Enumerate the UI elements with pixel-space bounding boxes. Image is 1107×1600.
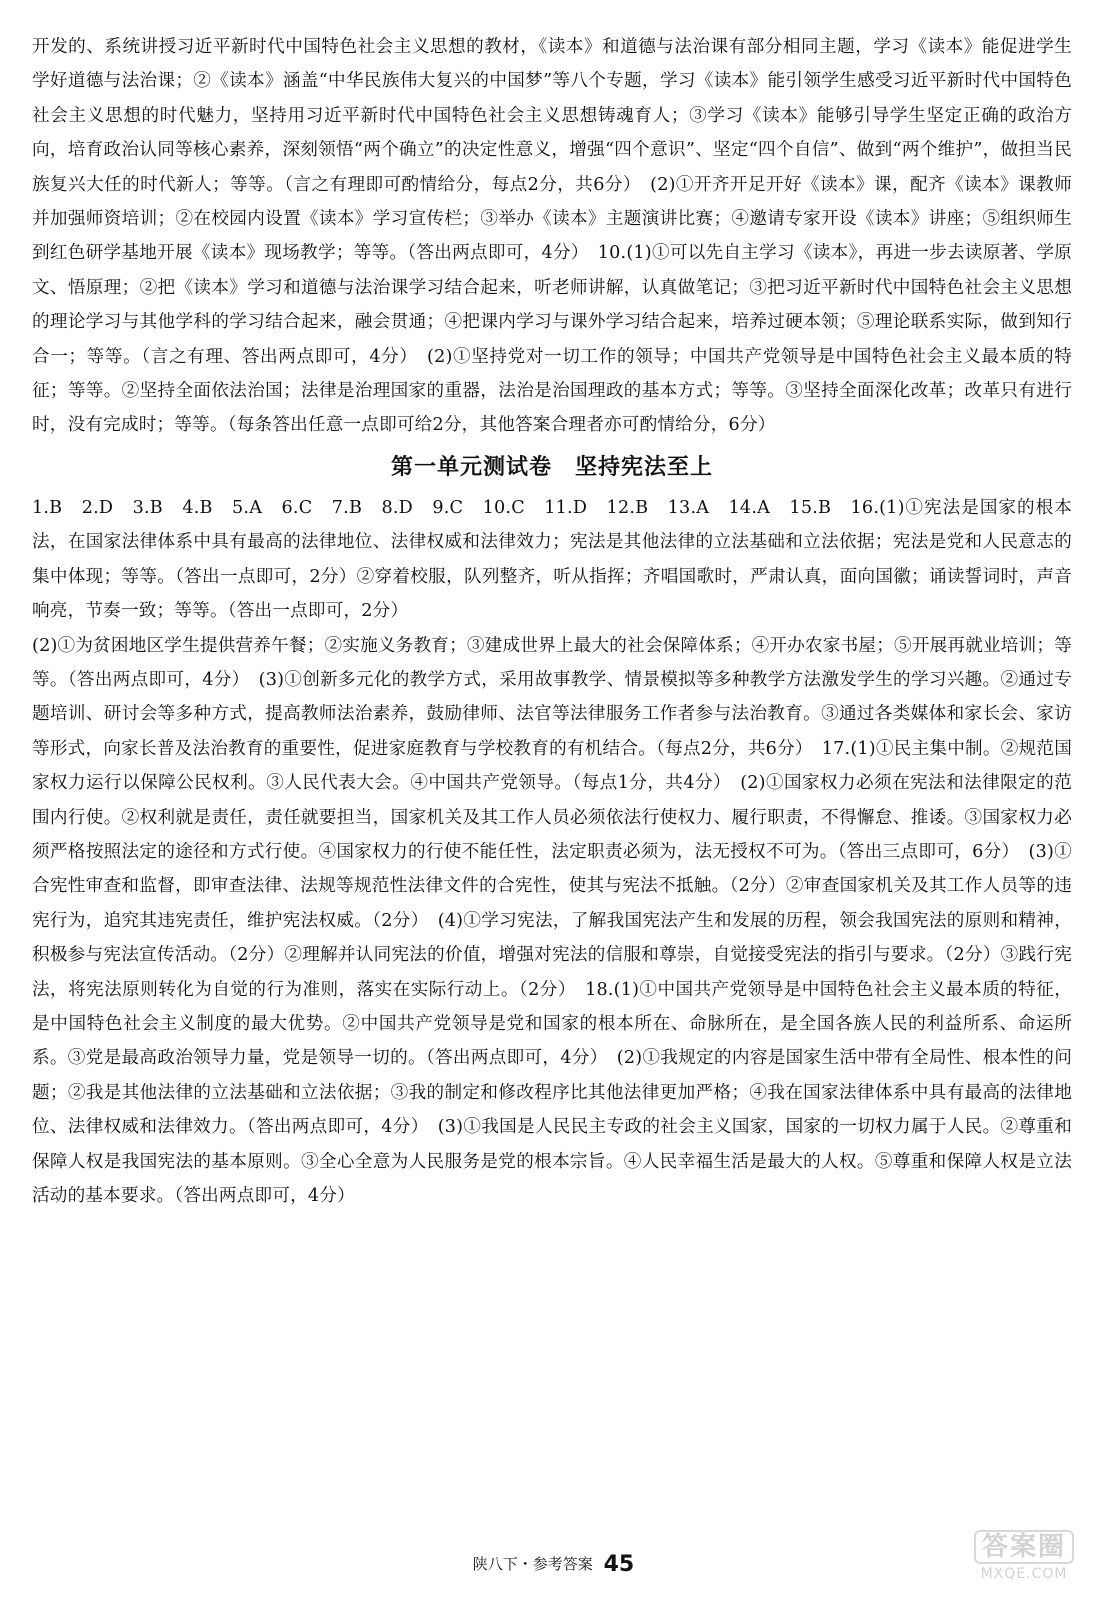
section-title: 第一单元测试卷 坚持宪法至上 bbox=[390, 454, 713, 480]
answer-paragraph-2: (2)①为贫困地区学生提供营养午餐；②实施义务教育；③建成世界上最大的社会保障体系；④开办农家书屋；⑤开展再就业培训；等等。（答出两点即可，4分） (3)①创新多元化的教学方式，采用故事教学、情景模拟等多种教学方法激发学生的学习兴趣。②通过专题培训、研讨会等多种方式，提高教师法治素养，鼓励律师、法官等法律服务工作者参与法治教育。③通过各类媒体和家长会、家访等形式，向家长普及法治教育的重要性，促进家庭教育与学校教育的有机结合。（每点2分，共6分） 17.(1)①民主集中制。②规范国家权力运行以保障公民权利。③人民代表大会。④中国共产党领导。（每点1分，共4分） (2)①国家权力必须在宪法和法律限定的范围内行使。②权利就是责任，责任就要担当，国家机关及其工作人员必须依法行使权力、履行职责，不得懈怠、推诿。③国家权力必须严格按照法定的途径和方式行使。④国家权力的行使不能任性，法定职责必须为，法无授权不可为。（答出三点即可，6分） (3)①合宪性审查和监督，即审查法律、法规等规范性法律文件的合宪性，使其与宪法不抵触。（2分）②审查国家机关及其工作人员等的违宪行为，追究其违宪责任，维护宪法权威。（2分） (4)①学习宪法，了解我国宪法产生和发展的历程，领会我国宪法的原则和精神，积极参与宪法宣传活动。（2分）②理解并认同宪法的价值，增强对宪法的信服和尊崇，自觉接受宪法的指引与要求。（2分）③践行宪法，将宪法原则转化为自觉的行为准则，落实在实际行动上。（2分） 18.(1)①中国共产党领导是中国特色社会主义最本质的特征，是中国特色社会主义制度的最大优势。②中国共产党领导是党和国家的根本所在、命脉所在，是全国各族人民的利益所系、命运所系。③党是最高政治领导力量，党是领导一切的。（答出两点即可，4分） (2)①我规定的内容是国家生活中带有全局性、根本性的问题；②我是其他法律的立法基础和立法依据；③我的制定和修改程序比其他法律更加严格；④我在国家法律体系中具有最高的法律地位、法律权威和法律效力。（答出两点即可，4分） (3)①我国是人民民主专政的社会主义国家，国家的一切权力属于人民。②尊重和保障人权是我国宪法的基本原则。③全心全意为人民服务是党的根本宗旨。④人民幸福生活是最大的人权。⑤尊重和保障人权是立法活动的基本要求。（答出两点即可，4分） bbox=[32, 635, 1072, 1206]
answer-paragraph-1: 开发的、系统讲授习近平新时代中国特色社会主义思想的教材，《读本》和道德与法治课有部分相同主题，学习《读本》能促进学生学好道德与法治课；②《读本》涵盖“中华民族伟大复兴的中国梦”等八个专题，学习《读本》能引领学生感受习近平新时代中国特色社会主义思想的时代魅力，坚持用习近平新时代中国特色社会主义思想铸魂育人；③学习《读本》能够引导学生坚定正确的政治方向，培育政治认同等核心素养，深刻领悟“两个确立”的决定性意义，增强“四个意识”、坚定“四个自信”、做到“两个维护”，做担当民族复兴大任的时代新人；等等。（言之有理即可酌情给分，每点2分，共6分） (2)①开齐开足开好《读本》课，配齐《读本》课教师并加强师资培训；②在校园内设置《读本》学习宣传栏；③举办《读本》主题演讲比赛；④邀请专家开设《读本》讲座；⑤组织师生到红色研学基地开展《读本》现场教学；等等。（答出两点即可，4分） 10.(1)①可以先自主学习《读本》，再进一步去读原著、学原文、悟原理；②把《读本》学习和道德与法治课学习结合起来，听老师讲解，认真做笔记；③把习近平新时代中国特色社会主义思想的理论学习与其他学科的学习结合起来，融会贯通；④把课内学习与课外学习结合起来，培养过硬本领；⑤理论联系实际，做到知行合一；等等。（言之有理、答出两点即可，4分） (2)①坚持党对一切工作的领导；中国共产党领导是中国特色社会主义最本质的特征；等等。②坚持全面依法治国；法律是治理国家的重器，法治是治国理政的基本方式；等等。③坚持全面深化改革；改革只有进行时，没有完成时；等等。（每条答出任意一点即可给2分，其他答案合理者亦可酌情给分，6分） bbox=[32, 37, 1072, 436]
watermark-url: MXQE.COM bbox=[980, 1566, 1068, 1582]
page-number: 45 bbox=[603, 1552, 635, 1577]
answer-choices-paragraph: 1.B 2.D 3.B 4.B 5.A 6.C 7.B 8.D 9.C 10.C 11.D 12.B 13.A 14.A 15.B 16.(1)①宪法是国家的根本法，在国家法律体系中具有最高的法律地位、法律权威和法律效力；宪法是其他法律的立法基础和立法依据；宪法是党和人民意志的集中体现；等等。（答出一点即可，2分）②穿着校服，队列整齐，听从指挥；齐唱国歌时，严肃认真，面向国徽；诵读誓词时，声音响亮，节奏一致；等等。（答出一点即可，2分） bbox=[32, 497, 1072, 622]
footer-label: 陕八下・参考答案 bbox=[472, 1555, 593, 1573]
page-footer bbox=[0, 1552, 1107, 1577]
watermark-title: 答案圈 bbox=[974, 1530, 1074, 1564]
answer-page bbox=[32, 30, 1072, 1213]
watermark-logo bbox=[959, 1530, 1089, 1588]
